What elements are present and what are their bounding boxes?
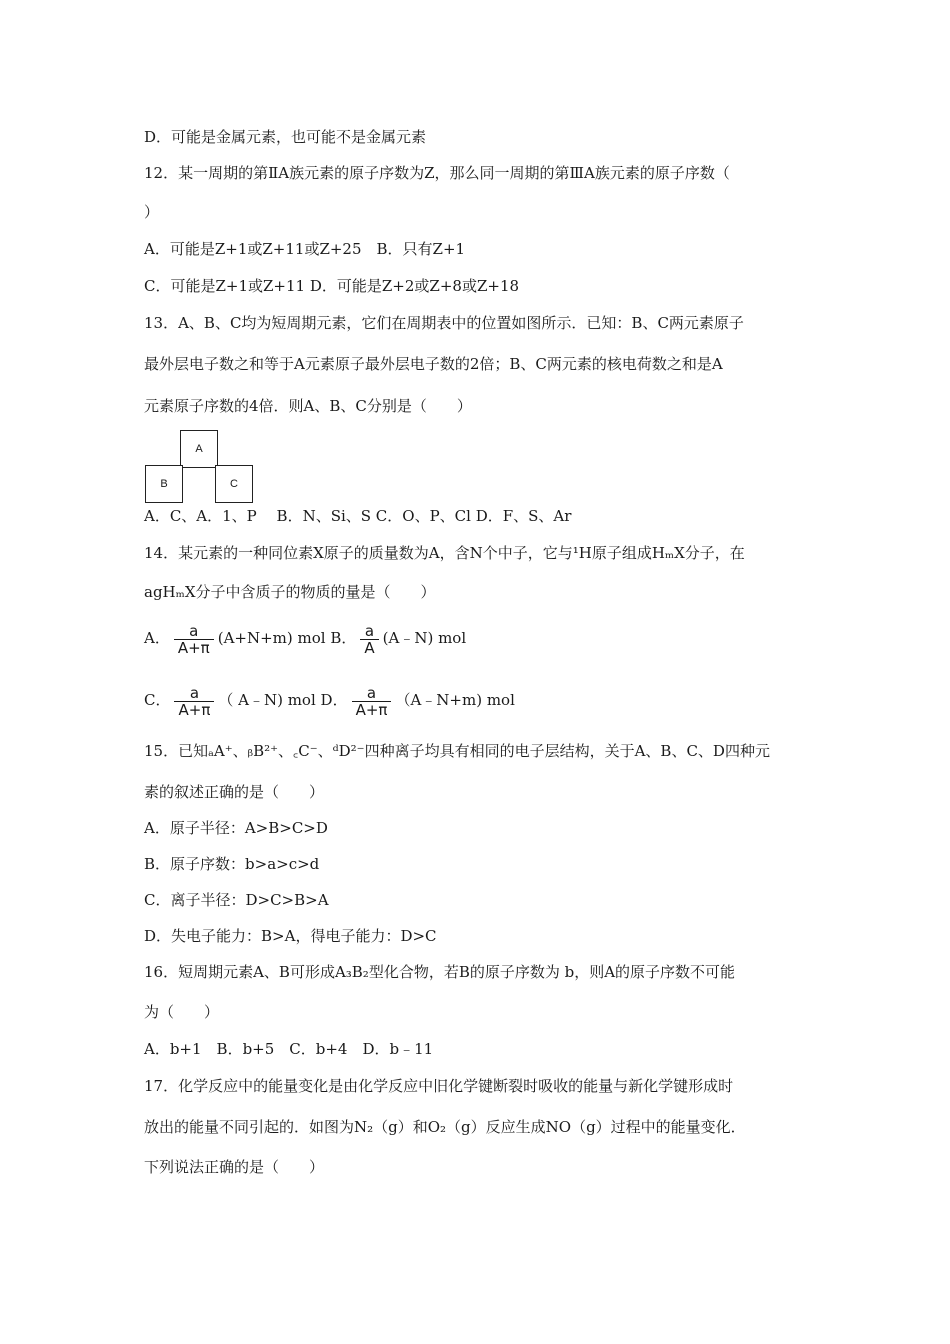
q17-stem-3: 下列说法正确的是（ ） [144,1158,325,1176]
diagram-cell-c: C [215,465,253,503]
q13-stem-1: 13．A、B、C均为短周期元素，它们在周期表中的位置如图所示．已知：B、C两元素原子 [144,314,744,332]
q12-stem-1: 12．某一周期的第ⅡA族元素的原子序数为Z，那么同一周期的第ⅢA族元素的原子序数（ [144,164,730,182]
diagram-cell-b: B [145,465,183,503]
q14-options-ab: A． $\frac{a}{A+\pi}$ (A+N+m) mol B． $\frac{a}{A}$ (A﹣N) mol [144,621,467,657]
q12-stem-2: ） [144,203,160,221]
q13-stem-2: 最外层电子数之和等于A元素原子最外层电子数的2倍；B、C两元素的核电荷数之和是A [144,355,723,373]
q15-option-d: D．失电子能力：B>A，得电子能力：D>C [144,927,437,945]
fraction-b: $\frac{a}{A}$ [360,623,378,656]
q11-option-d: D．可能是金属元素，也可能不是金属元素 [144,128,427,146]
diagram-cell-a: A [180,430,218,468]
q16-options: A．b+1 B．b+5 C．b+4 D．b﹣11 [144,1040,434,1058]
q15-option-a: A．原子半径：A>B>C>D [144,819,328,837]
fraction-c: $\frac{a}{A+\pi}$ [174,685,214,718]
q13-options: A．C、A．1、P B．N、Si、S C．O、P、Cl D．F、S、Ar [144,507,572,525]
q16-stem-2: 为（ ） [144,1003,220,1021]
q12-options-ab: A．可能是Z+1或Z+11或Z+25 B．只有Z+1 [144,240,466,258]
ion-list: ₐA⁺、ᵦB²⁺、꜀C⁻、ᵈD²⁻ [208,742,365,760]
q12-options-cd: C．可能是Z+1或Z+11 D．可能是Z+2或Z+8或Z+18 [144,277,520,295]
fraction-d: $\frac{a}{A+\pi}$ [352,685,392,718]
q14-options-cd: C． $\frac{a}{A+\pi}$ （ A﹣N) mol D． $\frac{a}{A+\pi}$ （A﹣N+m) mol [144,683,515,719]
q15-stem-1: 15．已知ₐA⁺、ᵦB²⁺、꜀C⁻、ᵈD²⁻四种离子均具有相同的电子层结构，关于A、B、C、D四种元 [144,742,770,760]
q15-option-c: C．离子半径：D>C>B>A [144,891,329,909]
fraction-a: $\frac{a}{A+\pi}$ [174,623,214,656]
q14-stem-2: agHₘX分子中含质子的物质的量是（ ） [144,583,436,601]
q17-stem-2: 放出的能量不同引起的．如图为N₂（g）和O₂（g）反应生成NO（g）过程中的能量变化． [144,1118,746,1136]
q15-stem-2: 素的叙述正确的是（ ） [144,783,325,801]
q13-stem-3: 元素原子序数的4倍．则A、B、C分别是（ ） [144,397,472,415]
q17-stem-1: 17．化学反应中的能量变化是由化学反应中旧化学键断裂时吸收的能量与新化学键形成时 [144,1077,734,1095]
q15-option-b: B．原子序数：b>a>c>d [144,855,320,873]
q16-stem-1: 16．短周期元素A、B可形成A₃B₂型化合物，若B的原子序数为 b，则A的原子序数不可能 [144,963,736,981]
q14-stem-1: 14．某元素的一种同位素X原子的质量数为A，含N个中子，它与¹H原子组成HₘX分子，在 [144,544,745,562]
